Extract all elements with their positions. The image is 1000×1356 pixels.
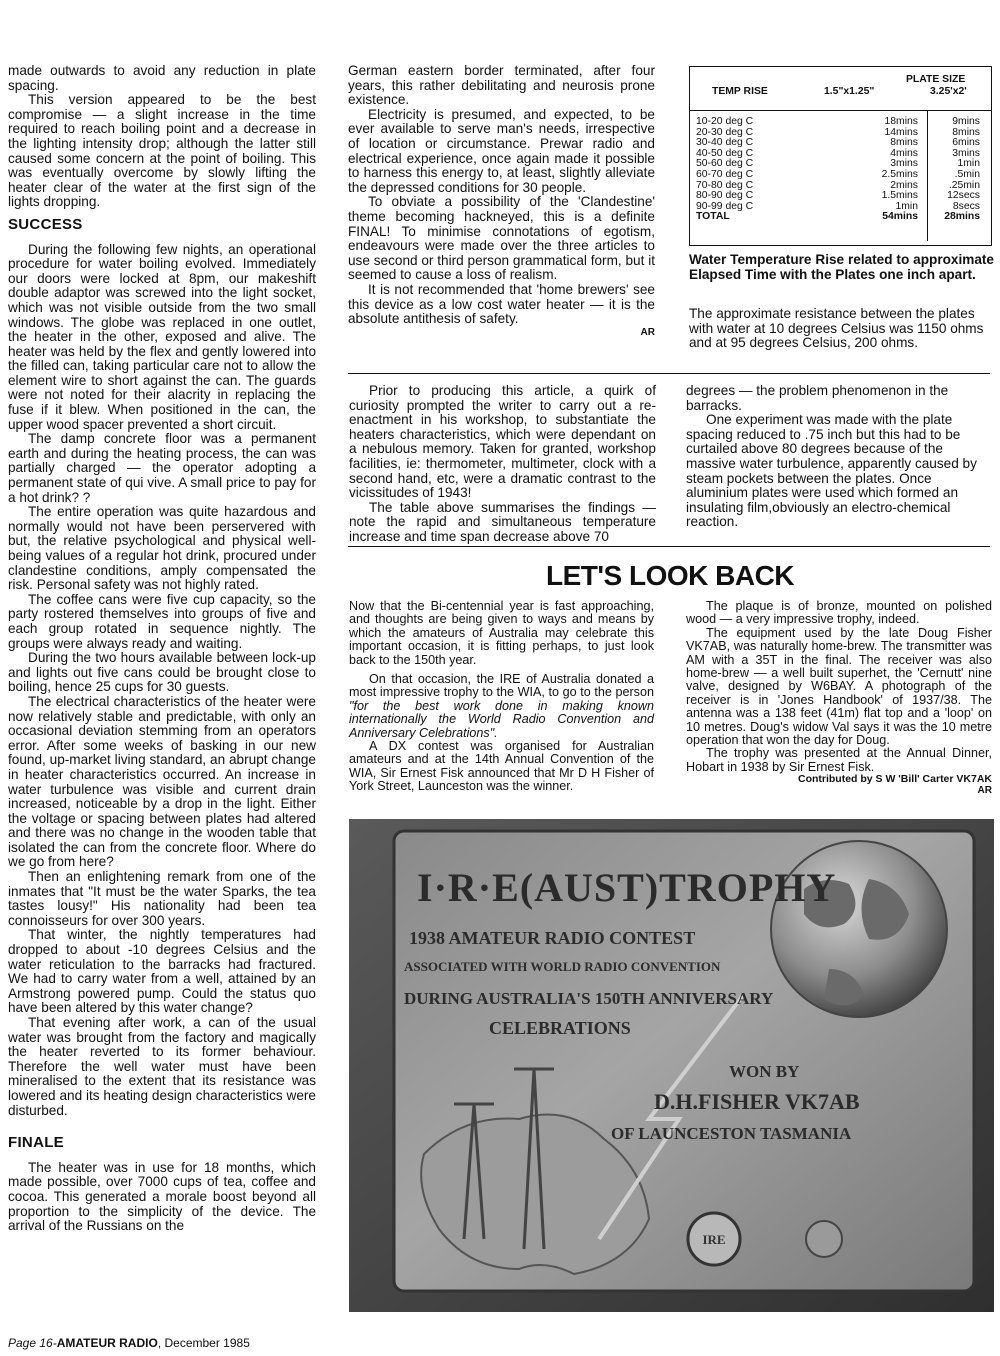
- table-cell: 54mins: [882, 211, 918, 223]
- table-cell: 28mins: [944, 211, 980, 223]
- paragraph: It is not recommended that 'home brewers' see this device as a low cost water heater — it is the absolute antithesis of safety.: [348, 281, 655, 327]
- lookback-left-column: [349, 600, 654, 794]
- mid-right-column: [686, 384, 991, 530]
- table-cell: 4mins: [890, 147, 918, 159]
- table-cell: 30-40 deg C: [696, 137, 754, 149]
- table-cell: 1.5mins: [881, 190, 918, 202]
- table-cell: 8secs: [952, 200, 980, 212]
- trophy-plaque-photo: [349, 819, 994, 1312]
- ire-medal-text: IRE: [702, 1232, 726, 1247]
- horizontal-rule: [348, 546, 990, 547]
- table-cell: 10-20 deg C: [696, 116, 754, 127]
- paragraph: The coffee cans were five cup capacity, so the party rostered themselves into groups of five and each group rotated in sequence nightly. The groups were always ready and waiting.: [8, 591, 316, 651]
- table-cell: 70-80 deg C: [696, 179, 754, 191]
- plaque-winner: D.H.FISHER VK7AB: [654, 1089, 860, 1114]
- th-temp-rise: TEMP RISE: [712, 86, 768, 97]
- paragraph: The entire operation was quite hazardous and normally would not have been perservered with but, the relative psychological and physical well-being values of a regular hot drink, procured under clandestine conditions, amply compensated the risk. Personal safety was not highly rated.: [8, 504, 316, 593]
- footer-magazine: AMATEUR RADIO: [56, 1336, 158, 1350]
- table-cell: TOTAL: [696, 211, 730, 223]
- th-plate-size: PLATE SIZE: [906, 74, 966, 85]
- paragraph: The trophy was presented at the Annual Dinner, Hobart in 1938 by Sir Ernest Fisk.: [686, 746, 992, 774]
- table-cell: .25min: [948, 179, 980, 191]
- footer-date: , December 1985: [157, 1336, 250, 1350]
- plaque-place: OF LAUNCESTON TASMANIA: [611, 1124, 852, 1143]
- article-column-2: [348, 64, 655, 339]
- table-cell: 60-70 deg C: [696, 168, 754, 180]
- paragraph: The plaque is of bronze, mounted on polished wood — a very impressive trophy, indeed.: [686, 599, 992, 627]
- paragraph: Electricity is presumed, and expected, to be ever available to serve man's needs, irrespective of location or circumstance. Prewar radio and electrical experience, once again made it possible to harness this energy to, at least, slightly alleviate the depressed conditions for 30 people.: [348, 106, 655, 195]
- table-cell: 9mins: [952, 116, 980, 127]
- table-cell: 1min: [957, 158, 980, 170]
- paragraph: That winter, the nightly temperatures had dropped to about -10 degrees Celsius and the water reticulation to the barracks had fractured. We had to carry water from a well, attained by an Armstrong powered pump. Could the status quo have been altered by this water change?: [8, 927, 316, 1016]
- table-cell: 1min: [895, 200, 918, 212]
- table-cell: 20-30 deg C: [696, 126, 754, 138]
- resistance-note: The approximate resistance between the plates with water at 10 degrees Celsius was 1150 ohms and at 95 degrees Celsius, 200 ohms.: [689, 306, 984, 351]
- section-heading-finale: FINALE: [8, 1134, 64, 1152]
- footer-page: Page 16-: [8, 1336, 57, 1350]
- paragraph: degrees — the problem phenomenon in the barracks.: [686, 383, 949, 413]
- lookback-paragraph: A DX contest was organised for Australian amateurs and at the 14th Annual Convention of the WIA, Sir Ernest Fisk announced that Mr D H Fisher of York Street, Launceston was the winner.: [349, 739, 654, 794]
- table-cell: 2.5mins: [881, 168, 918, 180]
- section-heading-success: SUCCESS: [8, 215, 83, 233]
- table-cell: 50-60 deg C: [696, 158, 754, 170]
- paragraph: To obviate a possibility of the 'Clandestine' theme becoming hackneyed, this is a definite FINAL! To minimise connotations of egotism, endeavours were made over the three articles to use second or third person grammatical form, but it seemed to cause a loss of realism.: [348, 194, 655, 283]
- table-cell: 40-50 deg C: [696, 147, 754, 159]
- paragraph: German eastern border terminated, after four years, this rather debilitating and neurosis prone existence.: [348, 63, 655, 108]
- paragraph: The heater was in use for 18 months, which made possible, over 7000 cups of tea, coffee and cocoa. This generated a morale boost beyond all proportion to the simplicity of the device. The arrival of the Russians on the: [8, 1159, 316, 1234]
- plaque-won: WON BY: [729, 1062, 800, 1081]
- table-cell: 14mins: [884, 126, 918, 138]
- horizontal-rule: [348, 373, 990, 374]
- table-cell: 2mins: [890, 179, 918, 191]
- page-footer: [8, 1336, 250, 1350]
- mid-left-column: [349, 384, 656, 545]
- paragraph: That evening after work, a can of the usual water was brought from the factory and magically the heater reverted to its former behaviour. Therefore the well water must have been mineralised to the extent that its resistance was lowered and its heating design characteristics were disturbed.: [8, 1015, 316, 1118]
- table-cell: 12secs: [947, 190, 980, 202]
- emblem-badge: [806, 1221, 842, 1257]
- th-size-1: 1.5"x1.25": [824, 86, 875, 97]
- paragraph: During the following few nights, an operational procedure for water boiling evolved. Immediately our doors were locked at 8pm, our makeshift double adaptor was screwed into the light socket, which was not visible outside from the two small windows. The globe was replaced in one outlet, the heater in the other, exposed and alive. The heater was held by the flex and gently lowered into the filled can, taking particular care not to allow the element wire to short against the can. The guards were not noted for their alacrity in replacing the fuse if it blew. When positioned in the can, the upper wood spacer prevented a short circuit.: [8, 241, 316, 432]
- table-cell: 8mins: [952, 126, 980, 138]
- table-cell: 3mins: [890, 158, 918, 170]
- table-cell: 6mins: [952, 137, 980, 149]
- article-column-1: [8, 64, 316, 1234]
- table-cell: 18mins: [884, 116, 918, 127]
- lookback-paragraph: [349, 673, 654, 740]
- lookback-paragraph: Now that the Bi-centennial year is fast approaching, and thoughts are being given to ways and means by which the amateurs of Australia may celebrate this important occasion, it is fitting perhaps, to just look back to the 150th year.: [349, 599, 654, 667]
- plaque-line-4: CELEBRATIONS: [489, 1018, 631, 1038]
- table-header: [690, 67, 991, 111]
- temperature-table: [689, 66, 992, 246]
- table-cell: .5min: [954, 168, 980, 180]
- lookback-right-column: [686, 600, 992, 797]
- th-size-2: 3.25'x2': [930, 86, 967, 97]
- author-sig: AR: [977, 785, 992, 797]
- author-sig: AR: [640, 326, 655, 338]
- paragraph: The electrical characteristics of the heater were now relatively stable and predictable, with only an occasional deviation stemming from an operators error. After some weeks of basking in our new found, up-market living standard, an abrupt change in heater characteristics occurred. An increase in water turbulence was visible and current drain increased, noticeable by a drop in the light. Either the voltage or spacing between plates had altered and there was no change in the wooden table that isolated the can from the concrete floor. Where do we go from here?: [8, 693, 316, 870]
- table-cell: 8mins: [890, 137, 918, 149]
- table-cell: 3mins: [952, 147, 980, 159]
- table-cell: 90-99 deg C: [696, 200, 754, 212]
- paragraph: During the two hours available between lock-up and lights out five cans could be brought close to boiling, hence 25 cups for 30 guests.: [8, 650, 316, 695]
- paragraph: Then an enlightening remark from one of the inmates that "It must be the water Sparks, the tea tastes lousy!" His nationality had been tea connoisseurs for over 300 years.: [8, 869, 316, 928]
- paragraph: The equipment used by the late Doug Fisher VK7AB, was naturally home-brew. The transmitter was AM with a 35T in the final. The receiver was also home-brew — a well built superhet, the 'Cernutt' nine valve, designed by W6BAY. A photograph of the receiver is in 'Jones Handbook' of 1937/38. The antenna was a 138 feet (41m) flat top and a 'loop' on 10 metres. Doug's widow Val says it was the 10 metre operation that won the day for Doug.: [686, 625, 992, 748]
- contributor-credit: Contributed by S W 'Bill' Carter VK7AK: [797, 773, 992, 786]
- quote-span: "for the best work done in making known internationally the World Radio Convention and Anniversary Celebrations".: [349, 698, 654, 740]
- paragraph: This version appeared to be the best compromise — a slight increase in the time required to reach boiling point and a decrease in the lighting intensity drop; although the latter still caused some concern at the point of boiling. This was eventually overcome by slowly lifting the heater clear of the water at the first sign of the lights dropping.: [8, 92, 316, 210]
- paragraph: made outwards to avoid any reduction in plate spacing.: [8, 63, 316, 93]
- plaque-line-1: 1938 AMATEUR RADIO CONTEST: [409, 928, 696, 948]
- text-span: On that occasion, the IRE of Australia donated a most impressive trophy to the WIA, to go to the person: [349, 672, 654, 700]
- paragraph: The table above summarises the findings — note the rapid and simultaneous temperature increase and time span decrease above 70: [349, 499, 656, 544]
- paragraph: The damp concrete floor was a permanent earth and during the heating process, the can was partially charged — the operator adopting a permanent state of qui vive. A small price to pay for a hot drink? ?: [8, 431, 316, 505]
- table-caption: Water Temperature Rise related to approximate Elapsed Time with the Plates one inch apart.: [689, 252, 994, 282]
- plaque-line-2: ASSOCIATED WITH WORLD RADIO CONVENTION: [404, 959, 721, 974]
- lets-look-back-heading: LET'S LOOK BACK: [545, 560, 795, 591]
- table-cell: 80-90 deg C: [696, 190, 754, 202]
- paragraph: Prior to producing this article, a quirk of curiosity prompted the writer to carry out a re-enactment in his workshop, to substantiate the heaters characteristics, which were dependant on a nebulous memory. Taken for granted, workshop facilities, ie: thermometer, multimeter, clock with a second hand, etc, were a dramatic contrast to the vicissitudes of 1943!: [349, 383, 656, 501]
- paragraph: One experiment was made with the plate spacing reduced to .75 inch but this had to be curtailed above 80 degrees because of the massive water turbulence, apparently caused by steam pockets between the plates. Once aluminium plates were used which formed an insulating film,obviously an electro-chemical reaction.: [686, 412, 977, 530]
- plaque-title: I·R·E(AUST)TROPHY: [417, 865, 837, 910]
- plaque-line-3: DURING AUSTRALIA'S 150TH ANNIVERSARY: [404, 989, 774, 1008]
